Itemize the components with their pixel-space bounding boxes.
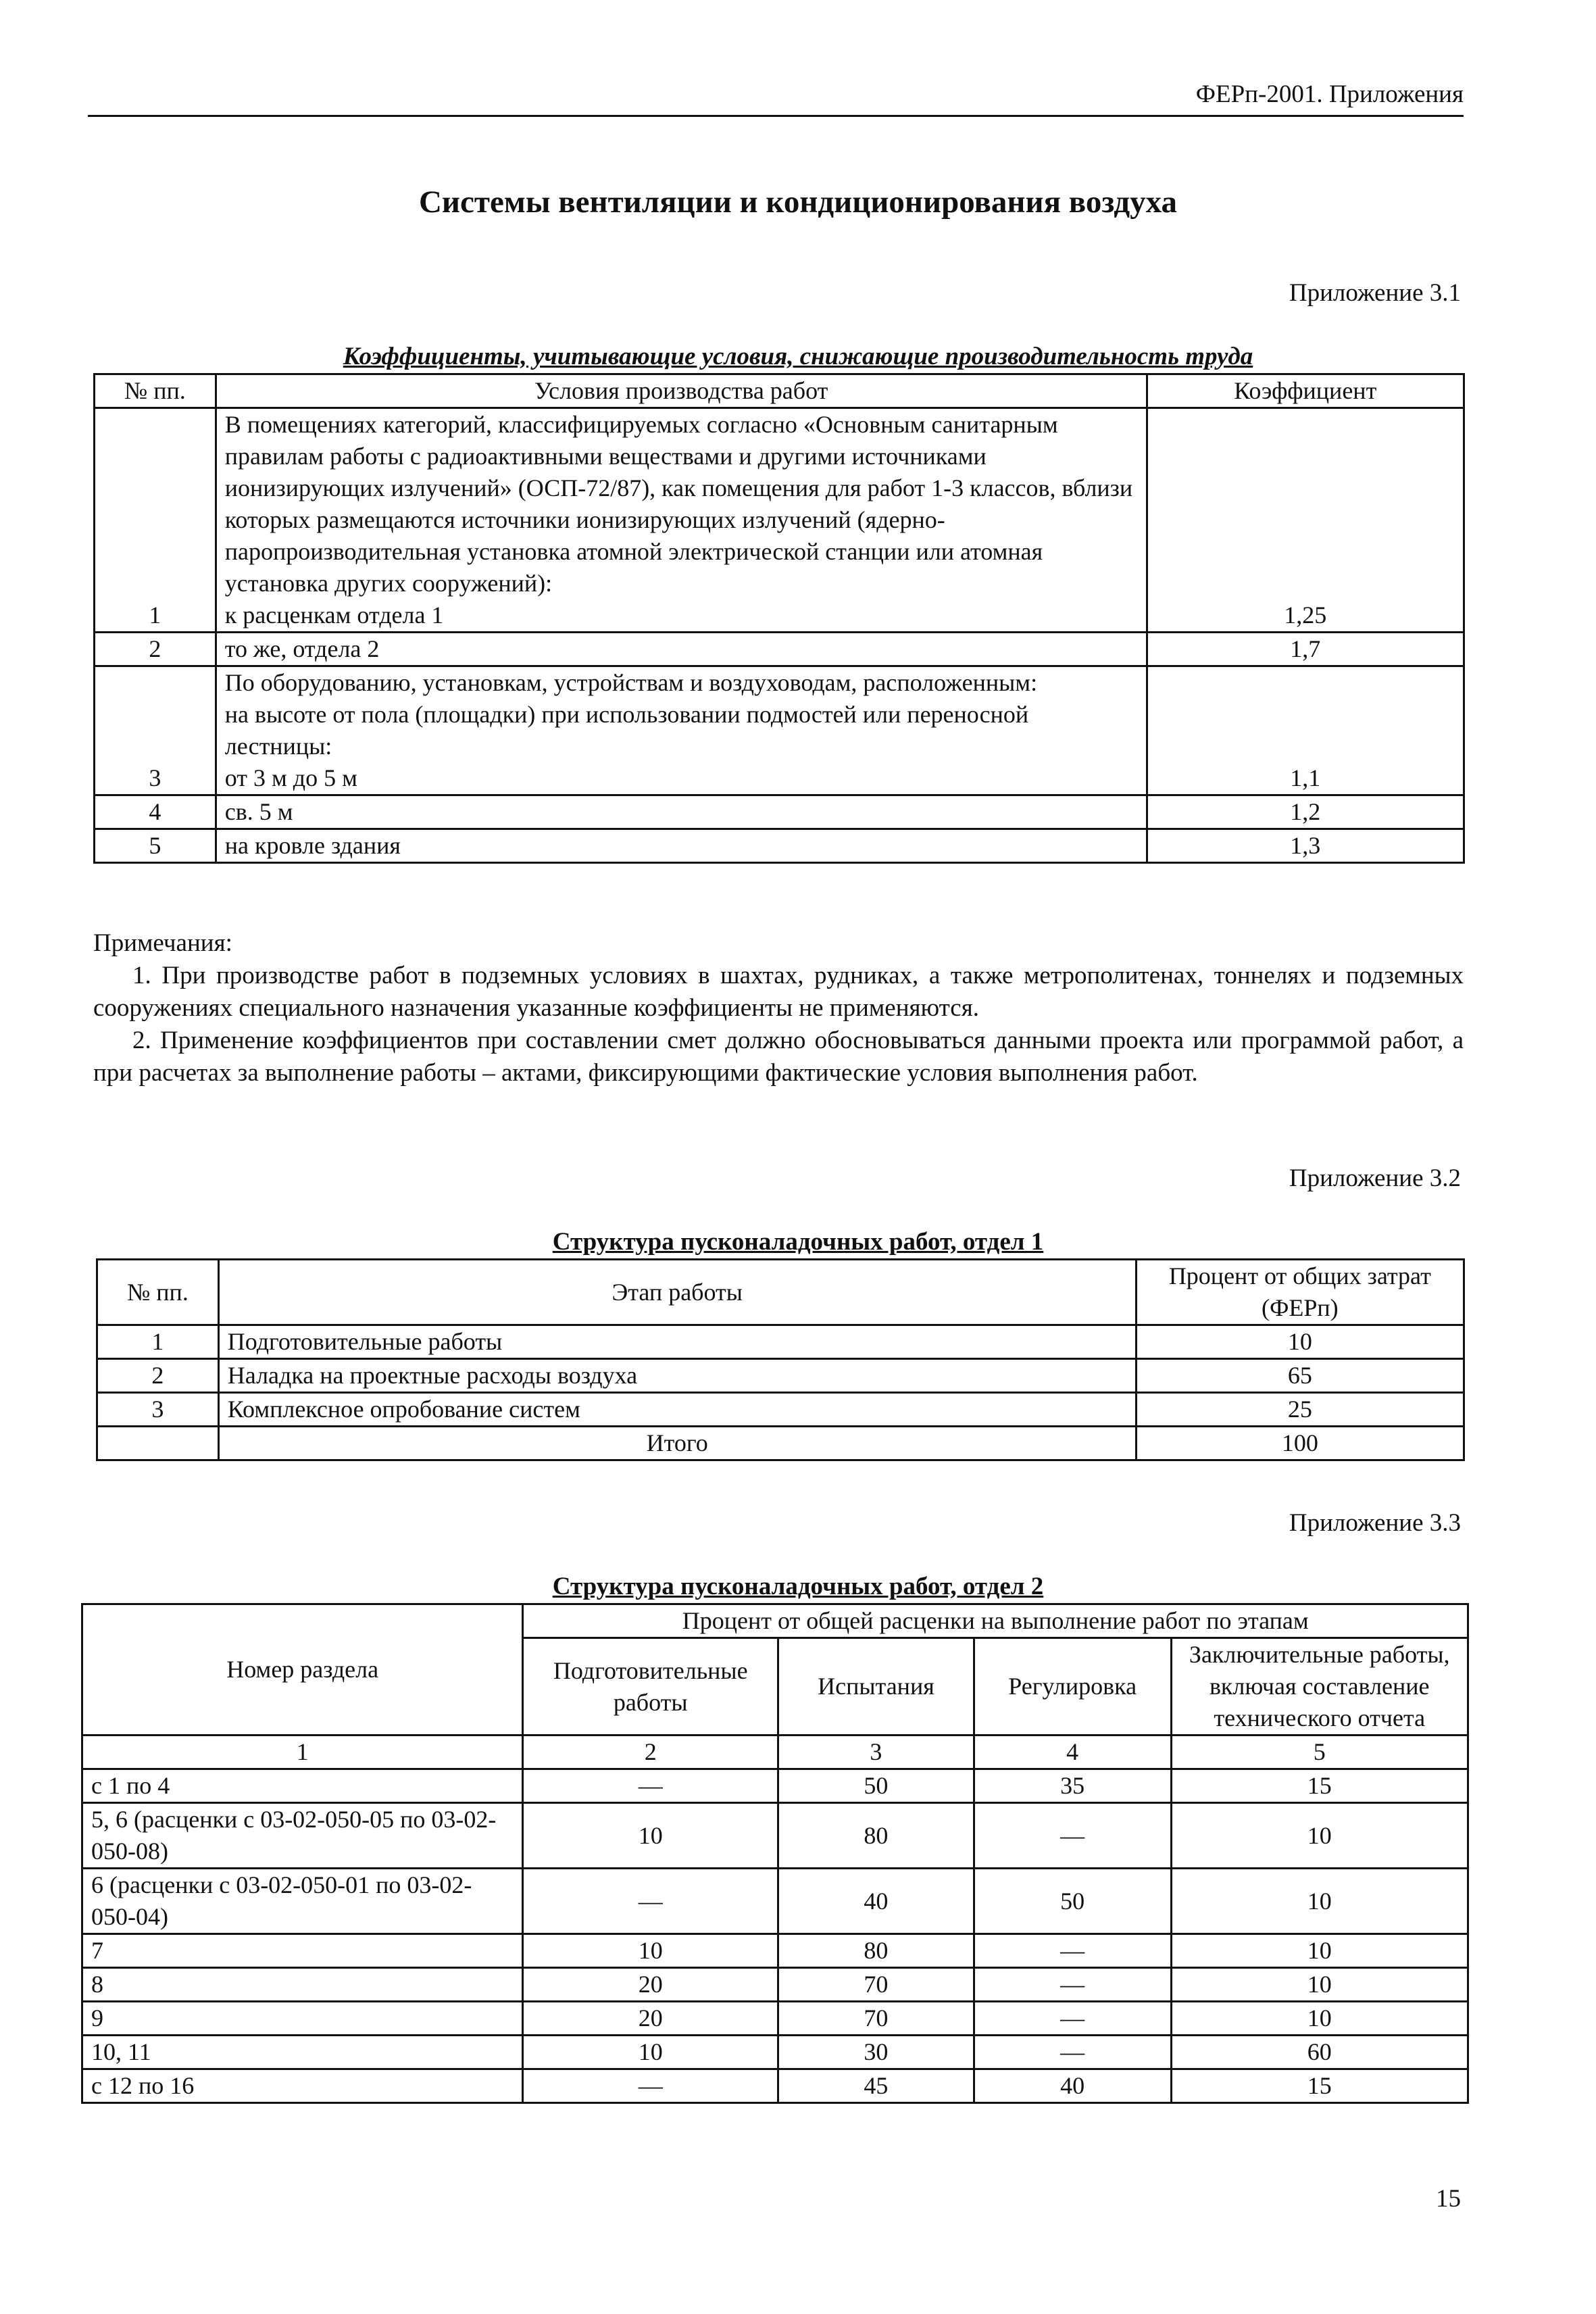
value-cell: —	[974, 1803, 1171, 1869]
value-cell: 80	[778, 1934, 974, 1968]
table-row	[82, 1869, 1468, 1934]
condition-cell	[216, 666, 1147, 795]
coefficient-value: 1,25	[1147, 408, 1464, 633]
coefficient-value: 1,7	[1147, 633, 1464, 666]
condition-cell	[216, 408, 1147, 633]
table-header-row	[95, 374, 1464, 408]
value-cell: 10	[1171, 1803, 1468, 1869]
percent-value: 65	[1136, 1359, 1464, 1393]
coefficient-value: 1,1	[1147, 666, 1464, 795]
total-value: 100	[1136, 1427, 1464, 1460]
table-3-2-title: Структура пусконаладочных работ, отдел 1	[552, 1228, 1044, 1256]
value-cell: —	[523, 1769, 778, 1803]
section-number: 5, 6 (расценки с 03-02-050-05 по 03-02-050-08)	[82, 1803, 523, 1869]
row-number: 2	[97, 1359, 219, 1393]
col-header-group: Процент от общей расценки на выполнение работ по этапам	[523, 1604, 1468, 1638]
table-row	[82, 2002, 1468, 2036]
stages-table-dept2	[81, 1603, 1469, 2104]
section-number: с 12 по 16	[82, 2069, 523, 2103]
table-row	[82, 1934, 1468, 1968]
notes-heading: Примечания:	[93, 929, 232, 957]
total-label: Итого	[218, 1427, 1136, 1460]
col-header-stage: Этап работы	[218, 1260, 1136, 1325]
value-cell: —	[523, 1869, 778, 1934]
table-3-3-title: Структура пусконаладочных работ, отдел 2	[552, 1573, 1044, 1600]
section-number: 7	[82, 1934, 523, 1968]
note-item: 2. Применение коэффициентов при составлении смет должно обосновываться данными проекта или программой работ, а при расчетах за выполнение работы – актами, фиксирующими фактические условия выполнения работ.	[93, 1027, 1464, 1087]
value-cell: 10	[523, 1803, 778, 1869]
section-number: 10, 11	[82, 2036, 523, 2069]
table-header-row	[97, 1260, 1464, 1325]
table-row	[82, 2036, 1468, 2069]
value-cell: 70	[778, 1968, 974, 2002]
table-row	[97, 1325, 1464, 1359]
table-row	[97, 1393, 1464, 1427]
stages-table-dept1	[96, 1258, 1465, 1461]
value-cell: 60	[1171, 2036, 1468, 2069]
document-title: Системы вентиляции и кондиционирования воздуха	[418, 184, 1178, 220]
value-cell: 50	[974, 1869, 1171, 1934]
table-row	[95, 408, 1464, 633]
value-cell: —	[974, 2036, 1171, 2069]
col-header-section: Номер раздела	[82, 1604, 523, 1736]
condition-text: к расценкам отдела 1	[224, 601, 444, 629]
value-cell: 45	[778, 2069, 974, 2103]
table-row	[97, 1359, 1464, 1393]
table-row	[95, 633, 1464, 666]
col-header-number: № пп.	[95, 374, 216, 408]
column-number: 3	[778, 1736, 974, 1769]
value-cell: —	[974, 1968, 1171, 2002]
value-cell: 10	[523, 2036, 778, 2069]
page-number: 15	[1436, 2185, 1461, 2213]
table-row	[82, 1803, 1468, 1869]
table-3-1-title: Коэффициенты, учитывающие условия, снижающие производительность труда	[343, 343, 1253, 370]
running-header: ФЕРп-2001. Приложения	[1195, 80, 1464, 108]
note-item: 1. При производстве работ в подземных условиях в шахтах, рудниках, а также метрополитенах, тоннелях и подземных сооружениях специального назначения указанные коэффициенты не применяются.	[93, 962, 1464, 1022]
value-cell: 10	[1171, 1934, 1468, 1968]
col-header-adjustment: Регулировка	[974, 1638, 1171, 1736]
row-number: 1	[97, 1325, 219, 1359]
row-number: 5	[95, 829, 216, 863]
appendix-3-2-label: Приложение 3.2	[1289, 1164, 1461, 1192]
value-cell: 10	[1171, 2002, 1468, 2036]
total-row	[97, 1427, 1464, 1460]
group-description: В помещениях категорий, классифицируемых согласно «Основным санитарным правилам работы с радиоактивными веществами и другими источниками ионизирующих излучений» (ОСП-72/87), как помещения для работ 1-3 классов, вблизи которых размещаются источники ионизирующих излучений (ядерно-паропроизводительная установка атомной электрической станции или атомная установка других сооружений):	[224, 411, 1133, 597]
percent-value: 25	[1136, 1393, 1464, 1427]
coefficient-value: 1,2	[1147, 795, 1464, 829]
row-number: 2	[95, 633, 216, 666]
stage-name: Комплексное опробование систем	[218, 1393, 1136, 1427]
empty-cell	[97, 1427, 219, 1460]
col-header-percent: Процент от общих затрат (ФЕРп)	[1136, 1260, 1464, 1325]
section-number: 8	[82, 1968, 523, 2002]
coefficient-value: 1,3	[1147, 829, 1464, 863]
table-row	[82, 1968, 1468, 2002]
header-rule	[88, 115, 1464, 117]
table-row	[95, 829, 1464, 863]
column-numbers-row	[82, 1736, 1468, 1769]
table-row	[82, 2069, 1468, 2103]
col-header-coefficient: Коэффициент	[1147, 374, 1464, 408]
value-cell: 15	[1171, 2069, 1468, 2103]
value-cell: 70	[778, 2002, 974, 2036]
value-cell: —	[974, 1934, 1171, 1968]
coefficients-table	[93, 373, 1465, 864]
table-row	[95, 666, 1464, 795]
percent-value: 10	[1136, 1325, 1464, 1359]
col-header-preparatory: Подготовительные работы	[523, 1638, 778, 1736]
value-cell: 35	[974, 1769, 1171, 1803]
stage-name: Подготовительные работы	[218, 1325, 1136, 1359]
row-number: 3	[97, 1393, 219, 1427]
row-number: 4	[95, 795, 216, 829]
row-number: 3	[95, 666, 216, 795]
value-cell: 50	[778, 1769, 974, 1803]
value-cell: 15	[1171, 1769, 1468, 1803]
column-number: 2	[523, 1736, 778, 1769]
value-cell: 10	[1171, 1869, 1468, 1934]
value-cell: —	[974, 2002, 1171, 2036]
table-row	[95, 795, 1464, 829]
value-cell: 10	[523, 1934, 778, 1968]
row-number: 1	[95, 408, 216, 633]
section-number: 6 (расценки с 03-02-050-01 по 03-02-050-04)	[82, 1869, 523, 1934]
table-header-row	[82, 1604, 1468, 1638]
section-number: 9	[82, 2002, 523, 2036]
notes-block	[93, 927, 1464, 1089]
value-cell: 40	[974, 2069, 1171, 2103]
condition-text: на кровле здания	[216, 829, 1147, 863]
value-cell: —	[523, 2069, 778, 2103]
appendix-3-3-label: Приложение 3.3	[1289, 1509, 1461, 1537]
col-header-testing: Испытания	[778, 1638, 974, 1736]
value-cell: 20	[523, 1968, 778, 2002]
condition-text: то же, отдела 2	[216, 633, 1147, 666]
appendix-3-1-label: Приложение 3.1	[1289, 279, 1461, 307]
value-cell: 40	[778, 1869, 974, 1934]
group-description: По оборудованию, установкам, устройствам и воздуховодам, расположенным: на высоте от пола (площадки) при использовании подмостей или переносной лестницы:	[224, 669, 1038, 760]
column-number: 5	[1171, 1736, 1468, 1769]
col-header-final: Заключительные работы, включая составление технического отчета	[1171, 1638, 1468, 1736]
value-cell: 30	[778, 2036, 974, 2069]
value-cell: 80	[778, 1803, 974, 1869]
table-row	[82, 1769, 1468, 1803]
col-header-conditions: Условия производства работ	[216, 374, 1147, 408]
value-cell: 10	[1171, 1968, 1468, 2002]
condition-text: от 3 м до 5 м	[224, 764, 357, 791]
section-number: с 1 по 4	[82, 1769, 523, 1803]
col-header-number: № пп.	[97, 1260, 219, 1325]
column-number: 1	[82, 1736, 523, 1769]
condition-text: св. 5 м	[216, 795, 1147, 829]
column-number: 4	[974, 1736, 1171, 1769]
stage-name: Наладка на проектные расходы воздуха	[218, 1359, 1136, 1393]
value-cell: 20	[523, 2002, 778, 2036]
